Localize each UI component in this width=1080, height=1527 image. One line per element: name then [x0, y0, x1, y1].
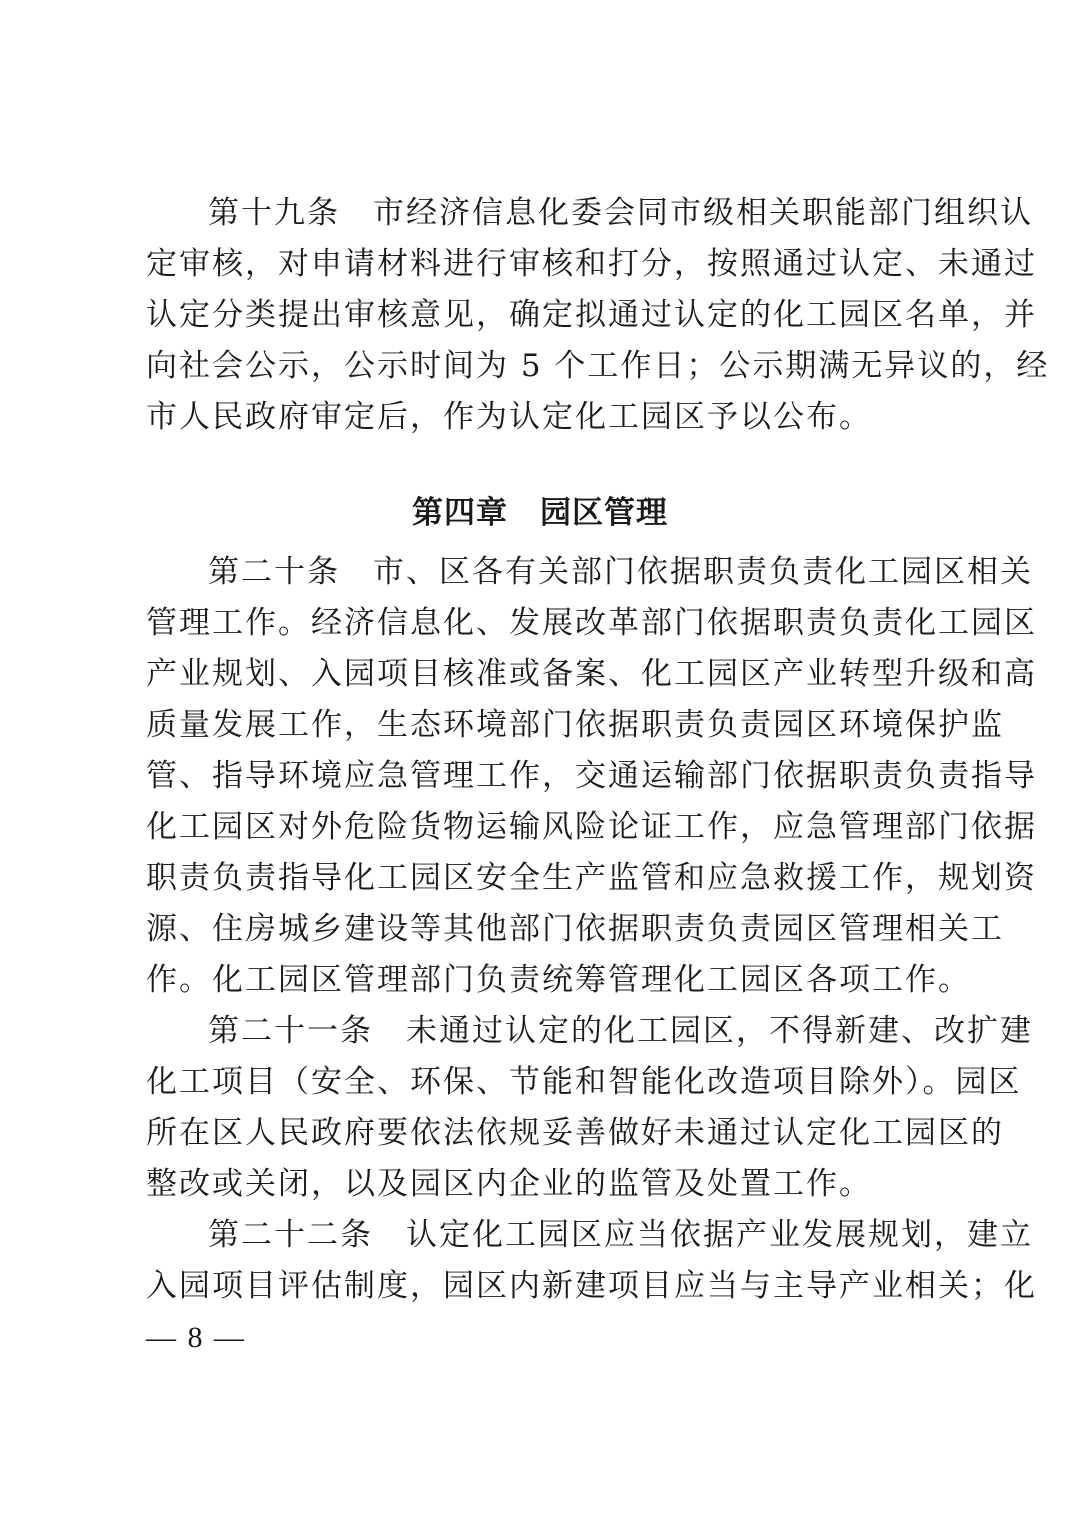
article21-line-4: 整改或关闭，以及园区内企业的监管及处置工作。 — [146, 1166, 872, 1202]
page-number: — 8 — — [146, 1321, 246, 1354]
article20-line-7: 职责负责指导化工园区安全生产监管和应急救援工作，规划资 — [146, 860, 1037, 896]
article19-line-2: 定审核，对申请材料进行审核和打分，按照通过认定、未通过 — [146, 246, 1037, 282]
article19-line-4: 向社会公示，公示时间为 5 个工作日；公示期满无异议的，经 — [146, 348, 1050, 384]
article20-line-3: 产业规划、入园项目核准或备案、化工园区产业转型升级和高 — [146, 656, 1037, 692]
article22-line-1: 第二十二条 认定化工园区应当依据产业发展规划，建立 — [208, 1217, 1033, 1253]
article19-line-3: 认定分类提出审核意见，确定拟通过认定的化工园区名单，并 — [146, 297, 1037, 333]
article19-line-5: 市人民政府审定后，作为认定化工园区予以公布。 — [146, 399, 872, 435]
article20-line-1: 第二十条 市、区各有关部门依据职责负责化工园区相关 — [208, 554, 1033, 590]
article21-line-1: 第二十一条 未通过认定的化工园区，不得新建、改扩建 — [208, 1013, 1033, 1049]
article21-line-3: 所在区人民政府要依法依规妥善做好未通过认定化工园区的 — [146, 1115, 1004, 1151]
article20-line-8: 源、住房城乡建设等其他部门依据职责负责园区管理相关工 — [146, 911, 1004, 947]
article20-line-9: 作。化工园区管理部门负责统筹管理化工园区各项工作。 — [146, 962, 971, 998]
chapter-heading: 第四章 园区管理 — [412, 495, 668, 531]
article20-line-2: 管理工作。经济信息化、发展改革部门依据职责负责化工园区 — [146, 605, 1037, 641]
article20-line-5: 管、指导环境应急管理工作，交通运输部门依据职责负责指导 — [146, 758, 1037, 794]
article20-line-6: 化工园区对外危险货物运输风险论证工作，应急管理部门依据 — [146, 809, 1037, 845]
article19-line-1: 第十九条 市经济信息化委会同市级相关职能部门组织认 — [208, 195, 1033, 231]
article21-line-2: 化工项目（安全、环保、节能和智能化改造项目除外）。园区 — [146, 1064, 1022, 1100]
article20-line-4: 质量发展工作，生态环境部门依据职责负责园区环境保护监 — [146, 707, 1004, 743]
article22-line-2: 入园项目评估制度，园区内新建项目应当与主导产业相关；化 — [146, 1268, 1037, 1304]
